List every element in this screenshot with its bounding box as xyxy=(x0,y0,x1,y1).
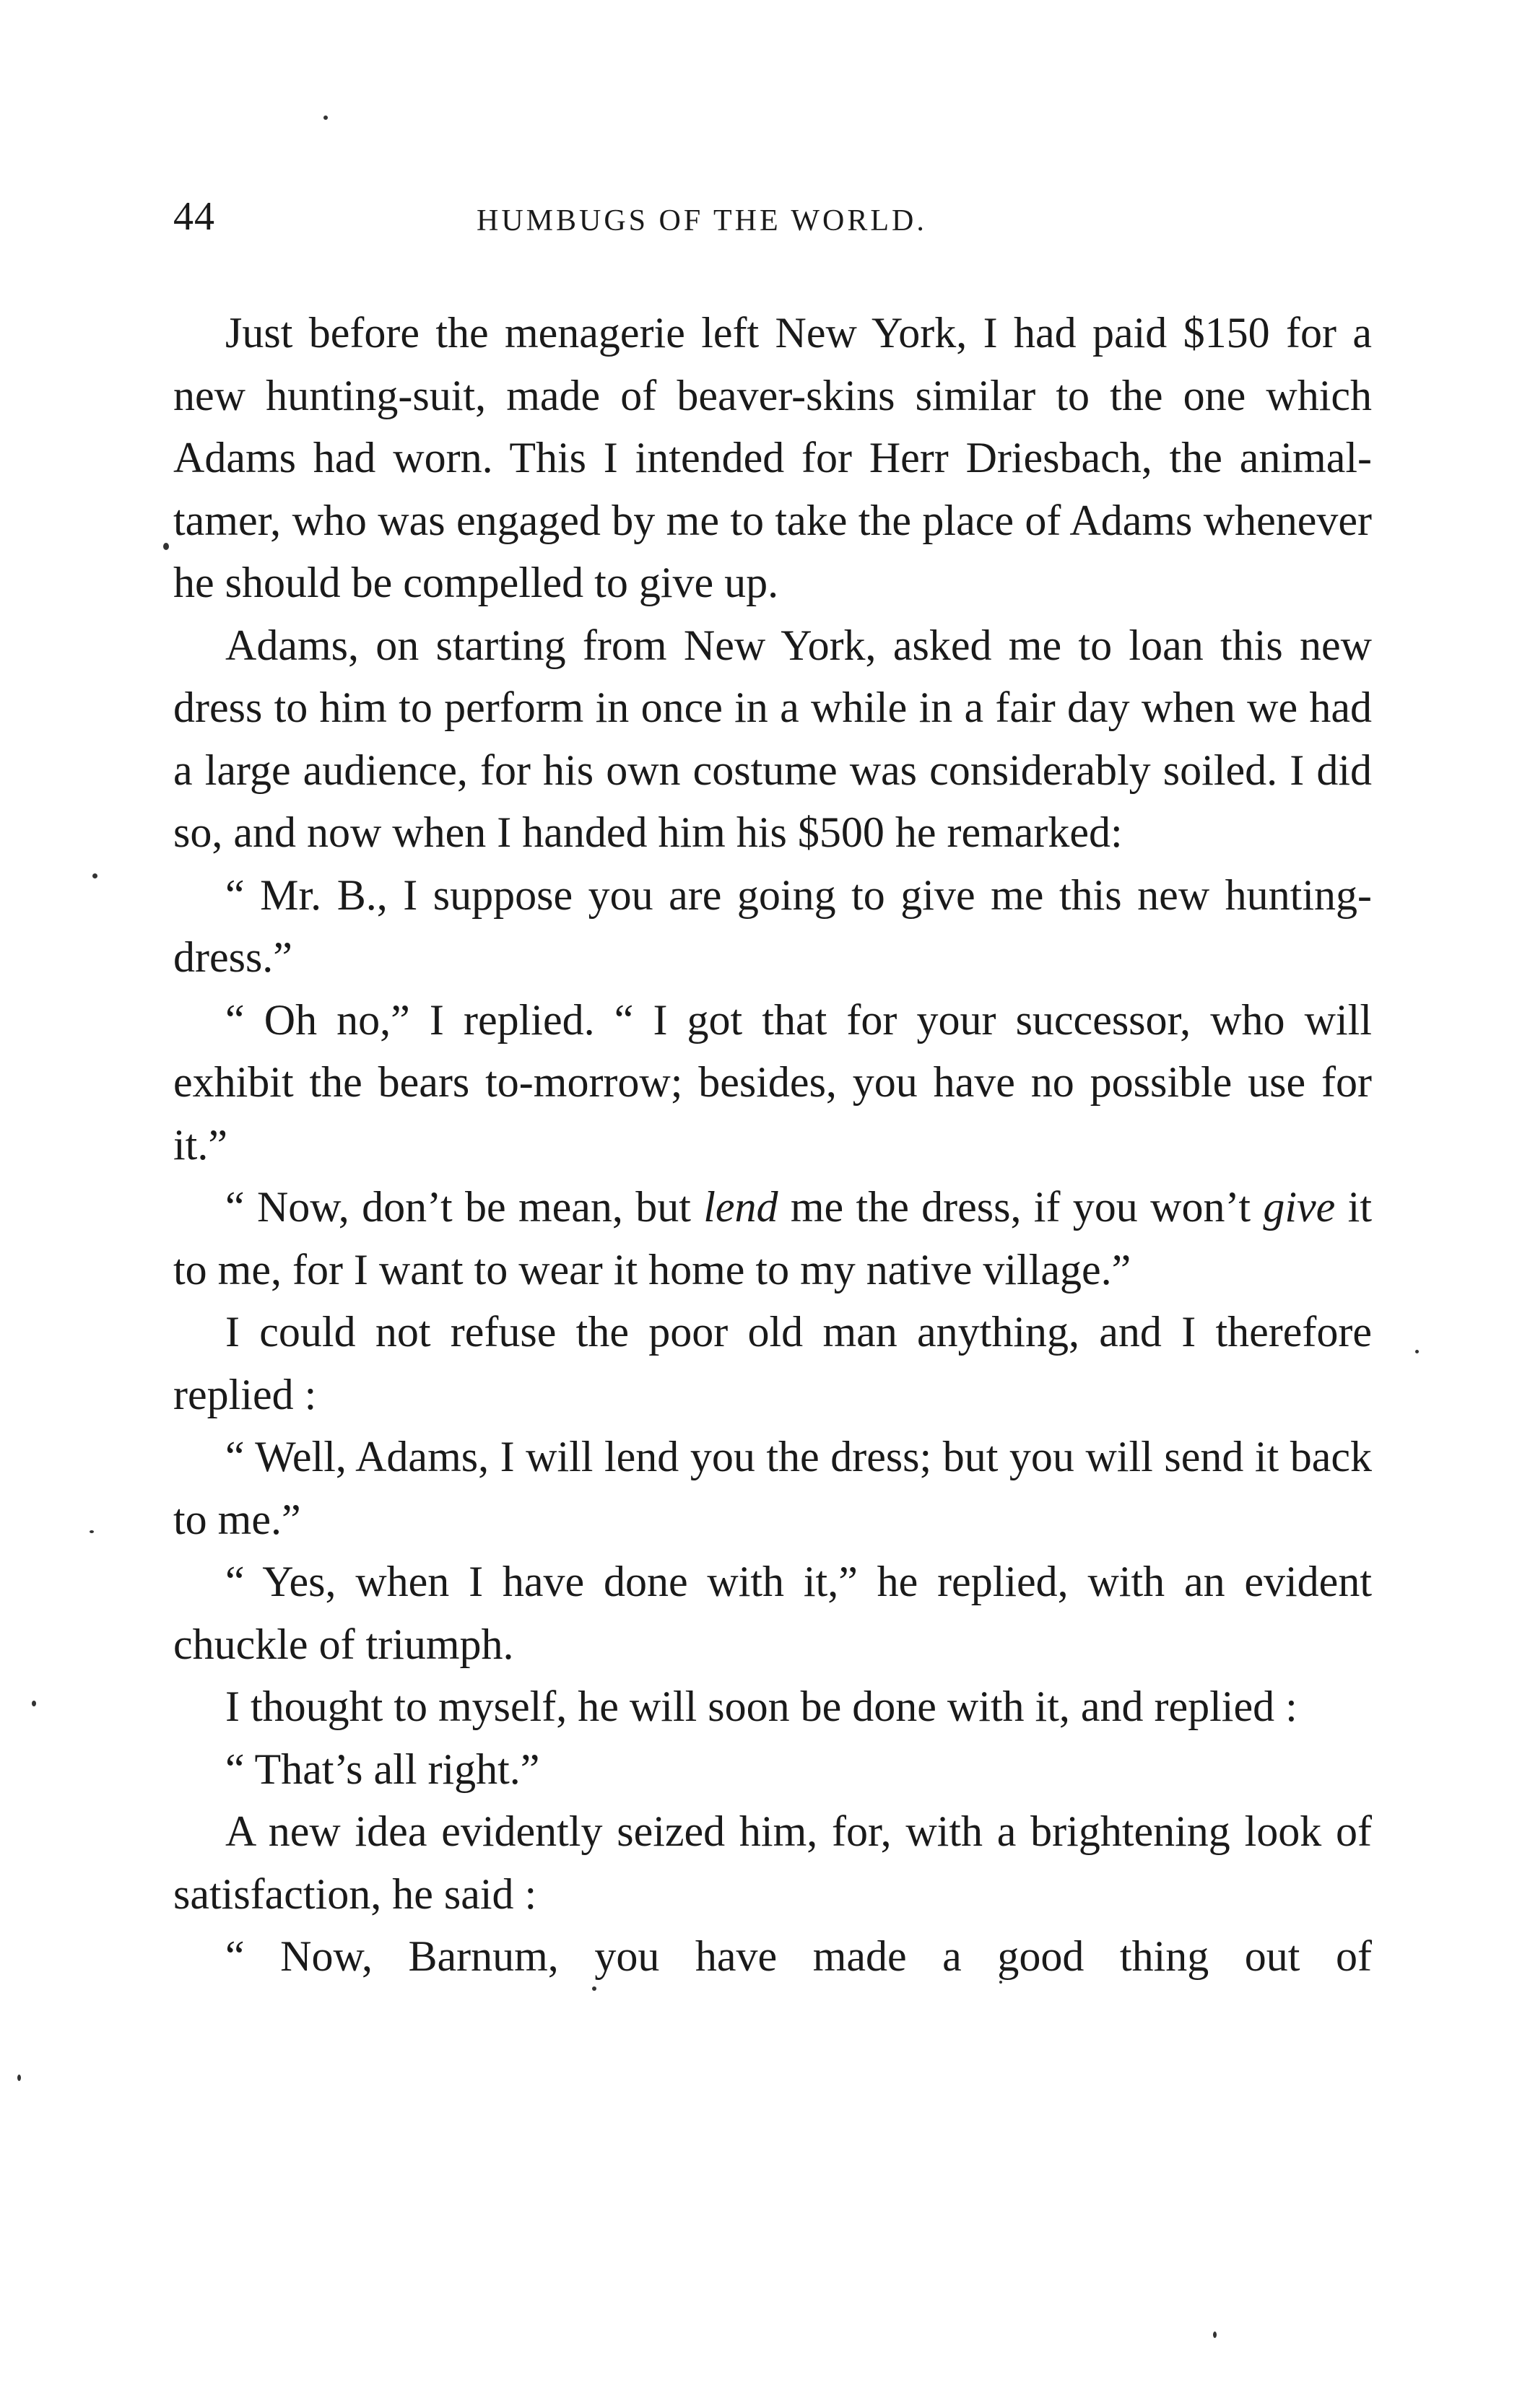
text-run: “ Now, don’t be mean, but xyxy=(225,1183,704,1231)
text-run: “ Mr. B., I suppose you are going to give me this new hunting-dress.” xyxy=(173,871,1372,981)
paragraph xyxy=(173,1301,1372,1426)
body-text xyxy=(173,302,1372,1988)
text-run: me the dress, if you won’t xyxy=(778,1183,1264,1231)
text-run: “ Yes, when I have done with it,” he replied, with an evident chuckle of triumph. xyxy=(173,1558,1372,1668)
ink-speck xyxy=(1213,2331,1217,2338)
ink-speck xyxy=(17,2075,21,2081)
paragraph xyxy=(173,1675,1372,1738)
text-run: “ Oh no,” I replied. “ I got that for your successor, who will exhibit the bears to-morrow; besides, you have no possible use for it.” xyxy=(173,995,1372,1169)
text-run: I thought to myself, he will soon be done with it, and replied : xyxy=(225,1683,1298,1730)
italic-text-run: lend xyxy=(703,1183,778,1231)
paragraph xyxy=(173,864,1372,989)
running-head: HUMBUGS OF THE WORLD. xyxy=(477,204,927,237)
text-run: I could not refuse the poor old man anything, and I therefore replied : xyxy=(173,1308,1372,1418)
text-run: Adams, on starting from New York, asked me to loan this new dress to him to perform in once in a while in a fair day when we had a large audience, for his own costume was considerably soiled. I did so, and now when I handed him his $500 he remarked: xyxy=(173,621,1372,856)
text-run: A new idea evidently seized him, for, with a brightening look of satisfaction, he said : xyxy=(173,1807,1372,1918)
paragraph xyxy=(173,614,1372,864)
paragraph xyxy=(173,1738,1372,1801)
ink-speck xyxy=(592,1986,596,1991)
text-run: Just before the menagerie left New York, I had paid $150 for a new hunting-suit, made of beaver-skins similar to the one which Adams had worn. This I intended for Herr Driesbach, the animal-tamer, who was engaged by me to take the place of Adams whenever he should be compelled to give up. xyxy=(173,309,1372,606)
ink-speck xyxy=(1415,1350,1419,1353)
paragraph xyxy=(173,302,1372,614)
text-run: it to me, for I want to wear it home to my native village.” xyxy=(173,1183,1372,1294)
paragraph xyxy=(173,1800,1372,1925)
ink-speck xyxy=(163,543,169,550)
text-run: “ That’s all right.” xyxy=(225,1745,540,1793)
ink-speck xyxy=(999,1981,1002,1984)
paragraph xyxy=(173,1426,1372,1550)
ink-speck xyxy=(32,1701,36,1706)
paragraph xyxy=(173,1550,1372,1675)
ink-speck xyxy=(323,115,328,120)
text-run: “ Well, Adams, I will lend you the dress; but you will send it back to me.” xyxy=(173,1433,1372,1543)
italic-text-run: give xyxy=(1263,1183,1336,1231)
page-number: 44 xyxy=(173,194,215,239)
paragraph xyxy=(173,1176,1372,1301)
ink-speck xyxy=(90,1530,94,1533)
ink-speck xyxy=(92,873,97,878)
text-run: “ Now, Barnum, you have made a good thing out of xyxy=(225,1932,1372,1980)
paragraph xyxy=(173,1925,1372,1988)
paragraph xyxy=(173,989,1372,1177)
